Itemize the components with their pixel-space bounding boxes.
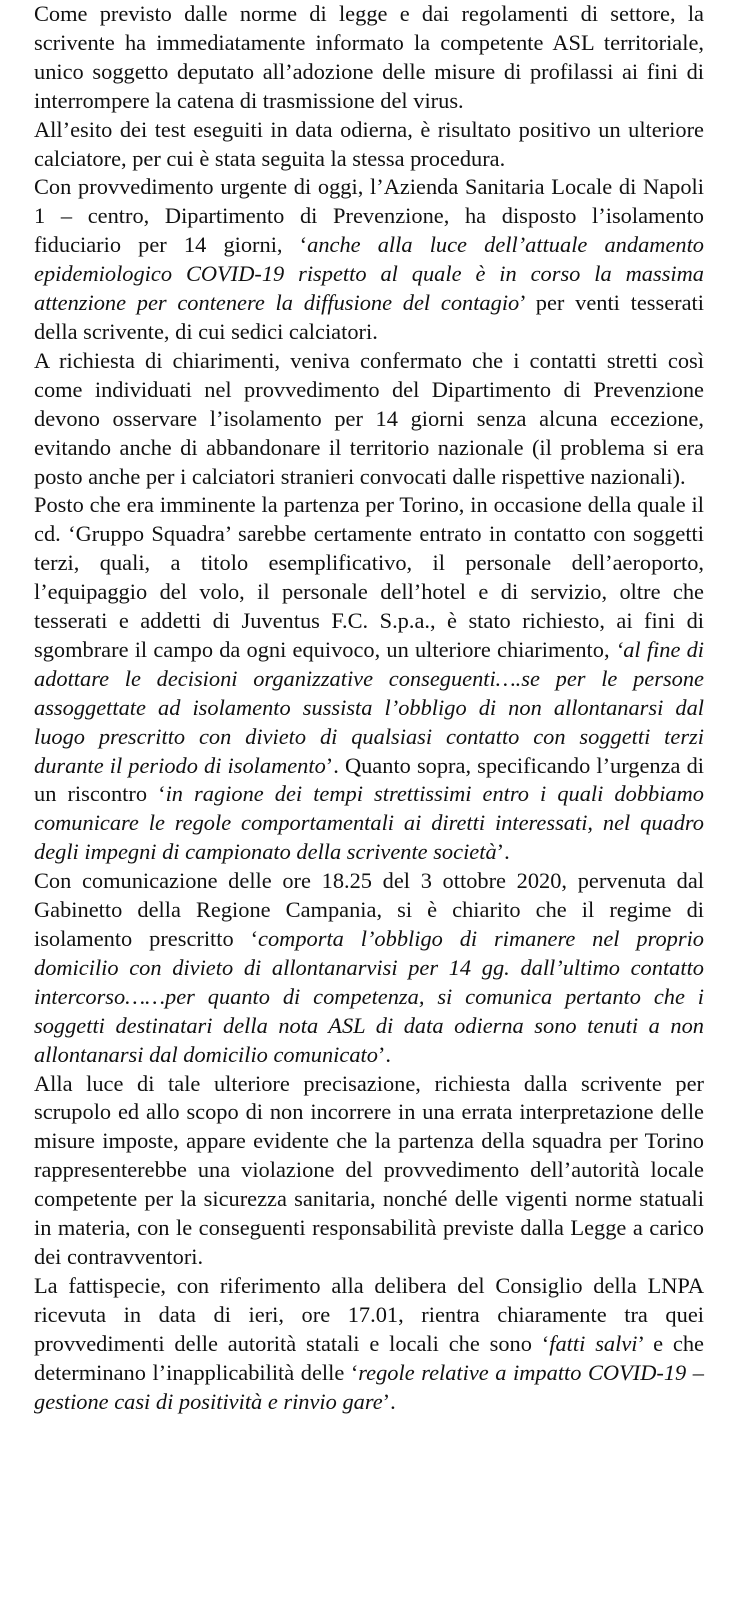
paragraph-5-quote-a: ‘al fine di adottare le decisioni organizzative conseguenti….se per le persone assoggettate ad isolamento sussista l’obbligo di non allontanarsi dal luogo prescritto con divieto di qualsiasi contatto con soggetti terzi durante il periodo di isolamento (34, 636, 704, 778)
paragraph-1-text: Come previsto dalle norme di legge e dai regolamenti di settore, la scrivente ha immediatamente informato la competente ASL territoriale, unico soggetto deputato all’adozione delle misure di profilassi ai fini di interrompere la catena di trasmissione del virus. (34, 1, 704, 113)
paragraph-6 (34, 867, 704, 1069)
paragraph-6-text-b: ’. (377, 1041, 391, 1067)
paragraph-3-text-a: Con provvedimento urgente di oggi, l’Azienda Sanitaria Locale di Napoli 1 – centro, Dipartimento di Prevenzione, ha disposto l’isolamento fiduciario per 14 giorni, ‘ (34, 174, 704, 258)
document-page (34, 0, 704, 1416)
paragraph-4 (34, 347, 704, 492)
paragraph-8-text-b: ’ e che determinano l’inapplicabilità delle ‘ (34, 1330, 704, 1385)
paragraph-2-text: All’esito dei test eseguiti in data odierna, è risultato positivo un ulteriore calciatore, per cui è stata seguita la stessa procedura. (34, 116, 704, 171)
paragraph-6-quote: comporta l’obbligo di rimanere nel proprio domicilio con divieto di allontanarvisi per 14 gg. dall’ultimo contatto intercorso……per quanto di competenza, si comunica pertanto che i soggetti destinatari della nota ASL di data odierna sono tenuti a non allontanarsi dal domicilio comunicato (34, 926, 705, 1067)
paragraph-5-text-b: ’. Quanto sopra, specificando l’urgenza di un riscontro ‘ (34, 752, 704, 807)
paragraph-8-text-a: La fattispecie, con riferimento alla delibera del Consiglio della LNPA ricevuta in data di ieri, ore 17.01, rientra chiaramente tra quei provvedimenti delle autorità statali e locali che sono ‘ (34, 1272, 704, 1356)
paragraph-1 (34, 0, 704, 116)
paragraph-5-text-c: ’. (496, 839, 510, 865)
paragraph-4-text: A richiesta di chiarimenti, veniva confermato che i contatti stretti così come individuati nel provvedimento del Dipartimento di Prevenzione devono osservare l’isolamento per 14 giorni senza alcuna eccezione, evitando anche di abbandonare il territorio nazionale (il problema si era posto anche per i calciatori stranieri convocati dalle rispettive nazionali). (34, 347, 704, 489)
paragraph-6-text-a: Con comunicazione delle ore 18.25 del 3 ottobre 2020, pervenuta dal Gabinetto della Regione Campania, si è chiarito che il regime di isolamento prescritto ‘ (34, 868, 704, 951)
paragraph-8-quote-a: fatti salvi (549, 1330, 638, 1356)
paragraph-8-text-c: ’. (382, 1388, 396, 1414)
paragraph-8 (34, 1272, 704, 1417)
paragraph-7 (34, 1070, 704, 1272)
paragraph-3-quote: anche alla luce dell’attuale andamento epidemiologico COVID-19 rispetto al quale è in corso la massima attenzione per contenere la diffusione del contagio (34, 232, 704, 316)
paragraph-3 (34, 173, 704, 346)
paragraph-2 (34, 116, 704, 174)
paragraph-5-quote-b: in ragione dei tempi strettissimi entro i quali dobbiamo comunicare le regole comportamentali ai diretti interessati, nel quadro degli impegni di campionato della scrivente società (34, 781, 704, 865)
paragraph-5 (34, 491, 704, 867)
paragraph-8-quote-b: regole relative a impatto COVID-19 – gestione casi di positività e rinvio gare (34, 1359, 704, 1414)
paragraph-3-text-b: ’ per venti tesserati della scrivente, di cui sedici calciatori. (34, 290, 704, 344)
paragraph-7-text: Alla luce di tale ulteriore precisazione, richiesta dalla scrivente per scrupolo ed allo scopo di non incorrere in una errata interpretazione delle misure imposte, appare evidente che la partenza della squadra per Torino rappresenterebbe una violazione del provvedimento dell’autorità locale competente per la sicurezza sanitaria, nonché delle vigenti norme statuali in materia, con le conseguenti responsabilità previste dalla Legge a carico dei contravventori. (34, 1070, 704, 1269)
paragraph-5-text-a: Posto che era imminente la partenza per Torino, in occasione della quale il cd. ‘Gruppo Squadra’ sarebbe certamente entrato in contatto con soggetti terzi, quali, a titolo esemplificativo, il personale dell’aeroporto, l’equipaggio del volo, il personale dell’hotel e di servizio, oltre che tesserati e addetti di Juventus F.C. S.p.a., è stato richiesto, ai fini di sgombrare il campo da ogni equivoco, un ulteriore chiarimento, (34, 492, 704, 662)
